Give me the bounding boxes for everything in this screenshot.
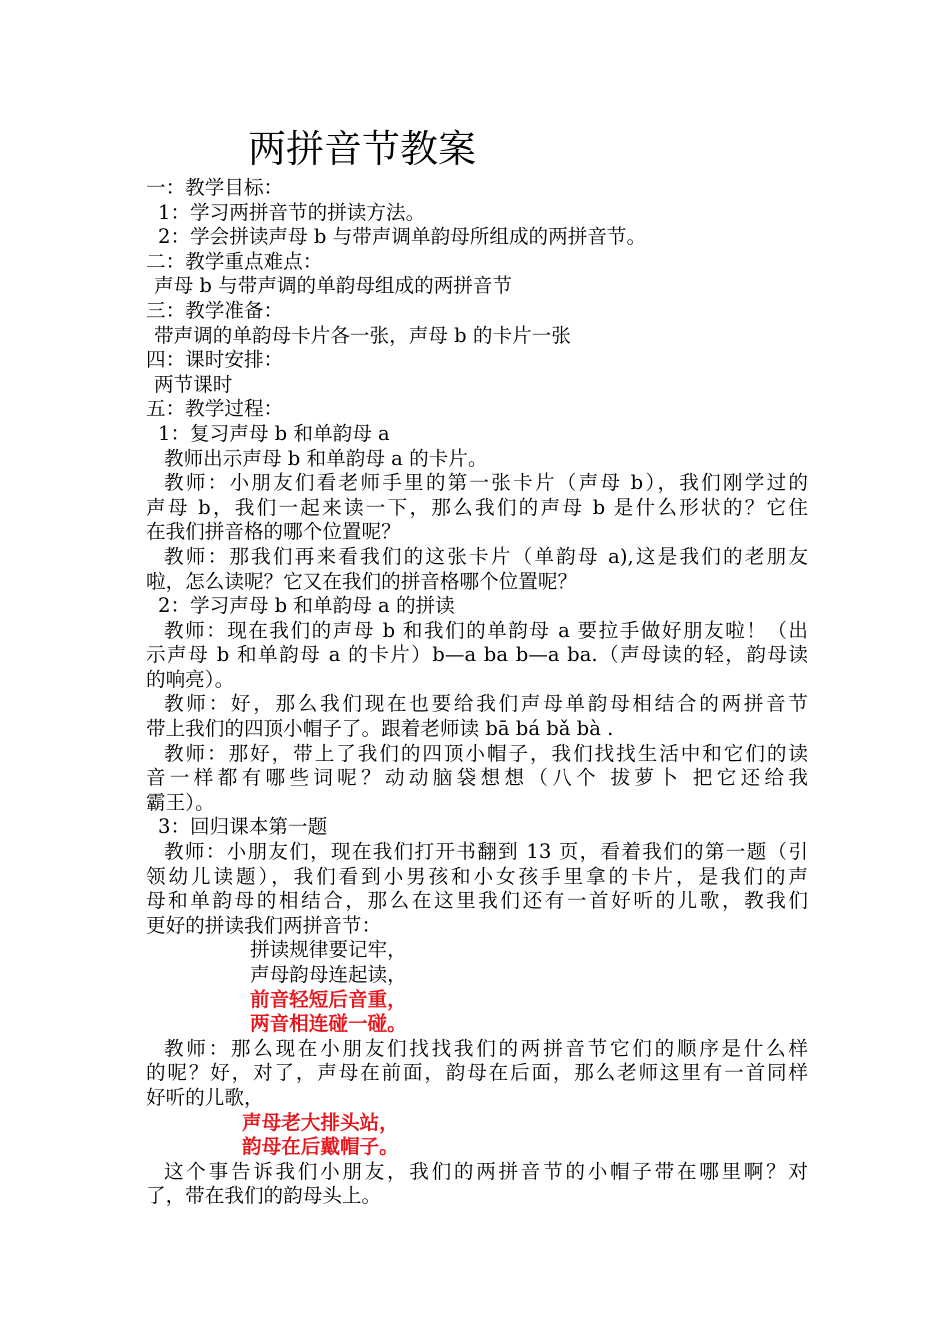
paragraph-line: 霸王）。: [146, 790, 215, 814]
poem-line: 拼读规律要记牢，: [250, 938, 407, 962]
objective-item: 2：学会拼读声母 b 与带声调单韵母所组成的两拼音节。: [158, 225, 647, 249]
paragraph-line: 教师：小朋友们，现在我们打开书翻到 13 页，看着我们的第一题（引: [164, 840, 808, 864]
step-heading: 2：学习声母 b 和单韵母 a 的拼读: [158, 594, 455, 618]
objective-item: 1：学习两拼音节的拼读方法。: [158, 200, 426, 224]
poem-line-highlight: 两音相连碰一碰。: [250, 1012, 407, 1036]
document-body: [146, 176, 808, 1209]
paragraph-line: 声母 b，我们一起来读一下，那么我们的声母 b 是什么形状的？它住: [146, 495, 808, 519]
paragraph-line: 带上我们的四顶小帽子了。跟着老师读 bā bá bǎ bà .: [146, 717, 614, 741]
paragraph-line: 母和单韵母的相结合，那么在这里我们还有一首好听的儿歌，教我们: [146, 889, 808, 913]
section-heading-objectives: 一：教学目标：: [146, 176, 284, 199]
poem-line-highlight: 韵母在后戴帽子。: [242, 1135, 399, 1159]
section-heading-schedule: 四：课时安排：: [146, 348, 284, 372]
paragraph-line: 领幼儿读题），我们看到小男孩和小女孩手里拿的卡片，是我们的声: [146, 864, 808, 888]
paragraph-line: 的响亮）。: [146, 667, 235, 691]
section-heading-key-points: 二：教学重点难点：: [146, 249, 323, 273]
document-title: 两拼音节教案: [248, 127, 477, 171]
paragraph-line: 啦，怎么读呢？它又在我们的拼音格哪个位置呢？: [146, 569, 578, 593]
paragraph-line: 音一样都有哪些词呢？动动脑袋想想（八个 拔萝卜 把它还给我: [146, 766, 808, 790]
paragraph-line: 这个事告诉我们小朋友，我们的两拼音节的小帽子带在哪里啊？对: [164, 1159, 808, 1183]
paragraph-line: 教师出示声母 b 和单韵母 a 的卡片。: [164, 446, 488, 470]
paragraph-line: 了，带在我们的韵母头上。: [146, 1184, 382, 1208]
paragraph-line: 示声母 b 和单韵母 a 的卡片）b—a ba b—a ba.（声母读的轻，韵母读: [146, 643, 808, 667]
paragraph-line: 的呢？好，对了，声母在前面，韵母在后面，那么老师这里有一首同样: [146, 1061, 808, 1085]
poem-line-highlight: 声母老大排头站，: [242, 1110, 399, 1134]
paragraph-line: 教师：那么现在小朋友们找找我们的两拼音节它们的顺序是什么样: [164, 1036, 808, 1060]
paragraph-line: 教师：那好，带上了我们的四顶小帽子，我们找找生活中和它们的读: [164, 741, 808, 765]
section-heading-preparation: 三：教学准备：: [146, 298, 284, 322]
paragraph-line: 声母 b 与带声调的单韵母组成的两拼音节: [154, 274, 513, 298]
paragraph-line: 教师：现在我们的声母 b 和我们的单韵母 a 要拉手做好朋友啦！（出: [164, 618, 808, 642]
step-heading: 1：复习声母 b 和单韵母 a: [158, 421, 390, 445]
paragraph-line: 教师：好，那么我们现在也要给我们声母单韵母相结合的两拼音节: [164, 692, 808, 716]
step-heading: 3：回归课本第一题: [158, 815, 328, 839]
paragraph-line: 更好的拼读我们两拼音节：: [146, 913, 382, 937]
paragraph-line: 带声调的单韵母卡片各一张，声母 b 的卡片一张: [154, 323, 571, 347]
paragraph-line: 教师：那我们再来看我们的这张卡片（单韵母 a),这是我们的老朋友: [164, 544, 808, 568]
paragraph-line: 两节课时: [154, 372, 233, 396]
poem-line-highlight: 前音轻短后音重，: [250, 987, 407, 1011]
paragraph-line: 好听的儿歌，: [146, 1085, 264, 1109]
paragraph-line: 在我们拼音格的哪个位置呢？: [146, 520, 401, 544]
poem-line: 声母韵母连起读，: [250, 963, 407, 986]
paragraph-line: 教师：小朋友们看老师手里的第一张卡片（声母 b），我们刚学过的: [164, 471, 808, 495]
section-heading-process: 五：教学过程：: [146, 397, 284, 421]
